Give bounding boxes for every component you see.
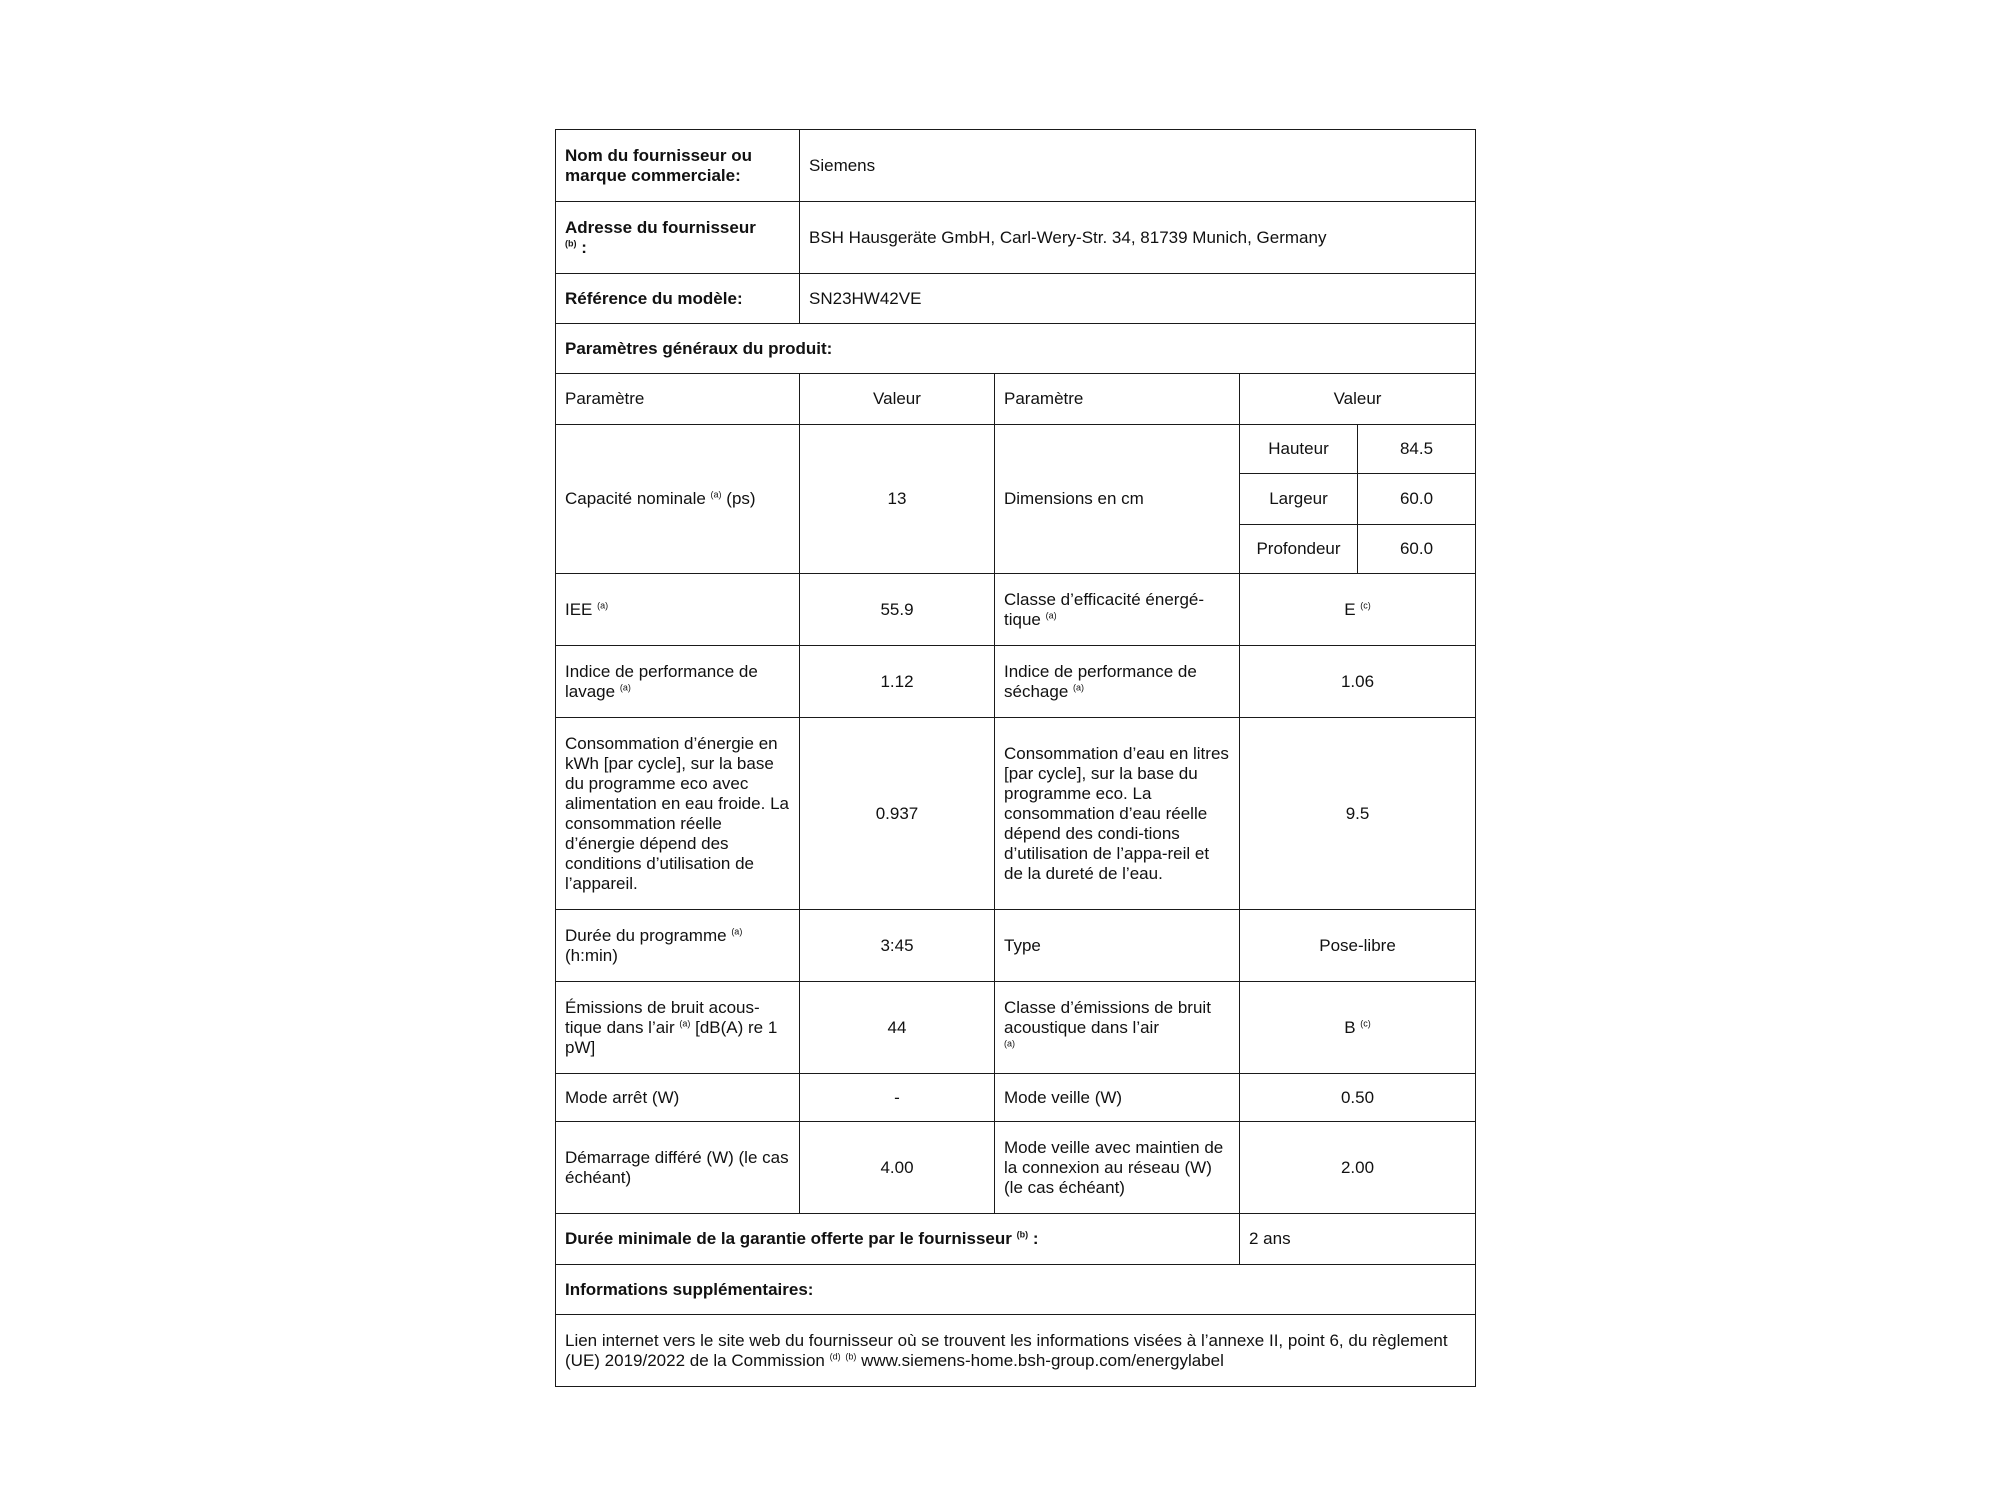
dimensions-label: Dimensions en cm — [995, 425, 1240, 574]
additional-footnote-b: (b) — [845, 1350, 857, 1361]
height-value: 84.5 — [1358, 425, 1476, 474]
additional-info-text: Lien internet vers le site web du fournisseur où se trouvent les informations visées à l’annexe II, point 6, du règlement (UE) 2019/2022 de la Commission — [565, 1330, 1448, 1370]
noise-class-value: B — [1344, 1017, 1356, 1037]
energy-class-label-cell — [995, 574, 1240, 646]
duration-footnote: (a) — [731, 925, 743, 936]
model-row — [556, 274, 1476, 324]
duration-label-cell — [556, 910, 800, 982]
network-standby-value: 2.00 — [1240, 1122, 1476, 1214]
noise-class-label-cell — [995, 982, 1240, 1074]
capacity-label: Capacité nominale — [565, 489, 706, 508]
cleaning-label-cell — [556, 646, 800, 718]
drying-value: 1.06 — [1240, 646, 1476, 718]
warranty-footnote: (b) — [1016, 1229, 1029, 1240]
depth-label: Profondeur — [1240, 524, 1358, 573]
supplier-name-value: Siemens — [800, 130, 1476, 202]
noise-value: 44 — [800, 982, 995, 1074]
eei-label: IEE — [565, 599, 593, 619]
energy-class-value-footnote: (c) — [1360, 599, 1371, 610]
col-header-value-1: Valeur — [800, 374, 995, 425]
noise-label: Émissions de bruit acous-tique dans l’air — [565, 997, 760, 1037]
capacity-footnote: (a) — [710, 489, 722, 500]
additional-info-row — [556, 1265, 1476, 1315]
warranty-label: Durée minimale de la garantie offerte par le fournisseur — [565, 1229, 1012, 1248]
supplier-name-row — [556, 130, 1476, 202]
model-label: Référence du modèle: — [556, 274, 800, 324]
col-header-param-2: Paramètre — [995, 374, 1240, 425]
duration-label: Durée du programme — [565, 925, 727, 945]
delay-start-value: 4.00 — [800, 1122, 995, 1214]
type-label: Type — [995, 910, 1240, 982]
supplier-website-link[interactable]: www.siemens-home.bsh-group.com/energylabel — [861, 1350, 1224, 1370]
supplier-name-label: Nom du fournisseur ou marque commerciale: — [556, 130, 800, 202]
noise-label-cell — [556, 982, 800, 1074]
cleaning-footnote: (a) — [619, 681, 631, 692]
warranty-row — [556, 1214, 1476, 1265]
capacity-unit: (ps) — [726, 489, 756, 508]
drying-label: Indice de performance de séchage — [1004, 661, 1197, 701]
noise-class-value-cell — [1240, 982, 1476, 1074]
additional-info-heading: Informations supplémentaires: — [556, 1265, 1476, 1315]
noise-footnote: (a) — [679, 1017, 691, 1028]
general-parameters-row — [556, 324, 1476, 374]
eei-footnote: (a) — [597, 599, 609, 610]
warranty-colon: : — [1032, 1229, 1039, 1248]
delay-network-row — [556, 1122, 1476, 1214]
warranty-label-cell — [556, 1214, 1240, 1265]
energy-consumption-value: 0.937 — [800, 718, 995, 910]
energy-class-footnote: (a) — [1045, 609, 1057, 620]
height-label: Hauteur — [1240, 425, 1358, 474]
col-header-param-1: Paramètre — [556, 374, 800, 425]
eei-label-cell — [556, 574, 800, 646]
duration-type-row — [556, 910, 1476, 982]
drying-label-cell — [995, 646, 1240, 718]
energy-consumption-label: Consommation d’énergie en kWh [par cycle], sur la base du programme eco avec alimentation en eau froide. La consommation réelle d’énergie dépend des conditions d’utilisation de l’appareil. — [556, 718, 800, 910]
eei-row — [556, 574, 1476, 646]
standby-label: Mode veille (W) — [995, 1074, 1240, 1122]
off-mode-value: - — [800, 1074, 995, 1122]
warranty-value: 2 ans — [1240, 1214, 1476, 1265]
supplier-address-label-cell — [556, 202, 800, 274]
col-header-value-2: Valeur — [1240, 374, 1476, 425]
water-consumption-value: 9.5 — [1240, 718, 1476, 910]
duration-unit: (h:min) — [565, 945, 618, 965]
general-parameters-heading: Paramètres généraux du produit: — [556, 324, 1476, 374]
capacity-dimensions-row — [556, 425, 1476, 574]
cleaning-label: Indice de performance de lavage — [565, 661, 758, 701]
drying-footnote: (a) — [1073, 681, 1085, 692]
network-standby-label: Mode veille avec maintien de la connexion au réseau (W) (le cas échéant) — [995, 1122, 1240, 1214]
type-value: Pose-libre — [1240, 910, 1476, 982]
column-header-row — [556, 374, 1476, 425]
width-label: Largeur — [1240, 474, 1358, 524]
power-mode-row — [556, 1074, 1476, 1122]
water-consumption-label: Consommation d’eau en litres [par cycle], sur la base du programme eco. La consommation d’eau réelle dépend des condi-tions d’utilisation de l’appa-reil et de la dureté de l’eau. — [995, 718, 1240, 910]
product-information-sheet — [555, 129, 1476, 1387]
noise-class-value-footnote: (c) — [1360, 1017, 1371, 1028]
delay-start-label: Démarrage différé (W) (le cas échéant) — [556, 1122, 800, 1214]
duration-value: 3:45 — [800, 910, 995, 982]
noise-unit: [dB(A) re 1 pW] — [565, 1017, 778, 1057]
off-mode-label: Mode arrêt (W) — [556, 1074, 800, 1122]
capacity-label-cell — [556, 425, 800, 574]
supplier-address-colon: : — [581, 237, 587, 257]
supplier-address-row — [556, 202, 1476, 274]
noise-class-label: Classe d’émissions de bruit acoustique dans l’air — [1004, 997, 1211, 1037]
capacity-value: 13 — [800, 425, 995, 574]
noise-class-footnote: (a) — [1004, 1037, 1015, 1048]
eei-value: 55.9 — [800, 574, 995, 646]
energy-class-value-cell — [1240, 574, 1476, 646]
additional-footnote-d: (d) — [829, 1350, 841, 1361]
energy-class-value: E — [1344, 599, 1356, 619]
consumption-row — [556, 718, 1476, 910]
model-value: SN23HW42VE — [800, 274, 1476, 324]
noise-row — [556, 982, 1476, 1074]
dimensions-cell — [1240, 425, 1476, 574]
additional-info-text-cell — [556, 1315, 1476, 1387]
energy-class-label: Classe d’efficacité énergé-tique — [1004, 589, 1205, 629]
depth-value: 60.0 — [1399, 538, 1434, 558]
supplier-address-footnote: (b) — [565, 237, 577, 248]
width-value: 60.0 — [1358, 474, 1476, 524]
cleaning-value: 1.12 — [800, 646, 995, 718]
additional-info-text-row — [556, 1315, 1476, 1387]
supplier-address-value: BSH Hausgeräte GmbH, Carl-Wery-Str. 34, 81739 Munich, Germany — [800, 202, 1476, 274]
performance-row — [556, 646, 1476, 718]
dimensions-subtable — [1240, 425, 1475, 573]
supplier-address-label: Adresse du fournisseur — [565, 217, 756, 237]
standby-value: 0.50 — [1240, 1074, 1476, 1122]
